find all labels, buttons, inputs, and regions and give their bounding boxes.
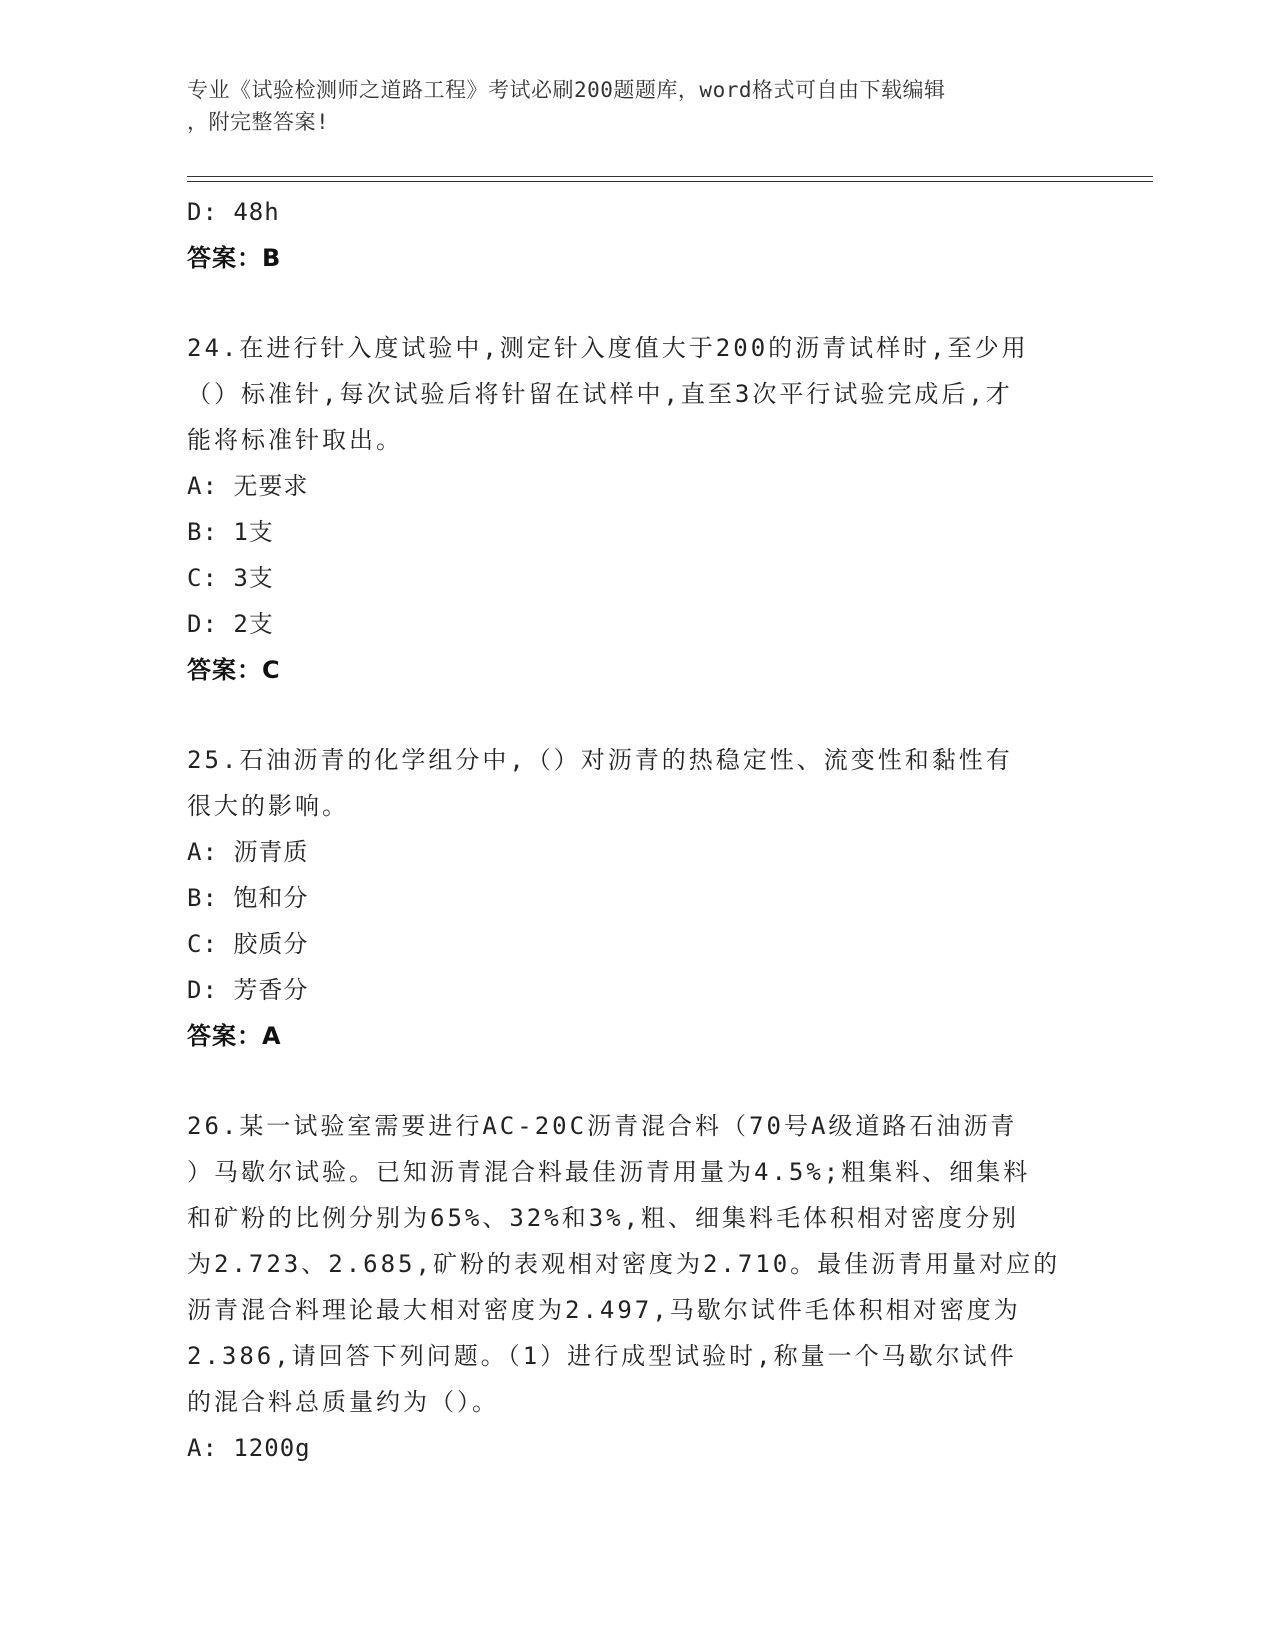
- header-rule-top: [187, 176, 1153, 177]
- question-line: 能将标准针取出。: [187, 426, 403, 454]
- question-line: 24.在进行针入度试验中,测定针入度值大于200的沥青试样时,至少用: [187, 334, 1029, 362]
- prev-answer: 答案：B: [187, 244, 282, 272]
- question-26: [187, 1103, 1087, 1471]
- question-25: [187, 737, 1087, 1059]
- question-24: [187, 325, 1087, 693]
- prev-option-d: D: 48h: [187, 198, 280, 226]
- spacer: [187, 281, 1087, 325]
- question-line: 的混合料总质量约为（）。: [187, 1388, 499, 1416]
- question-24-option-b: B: 1支: [187, 518, 274, 546]
- question-25-option-d: D: 芳香分: [187, 976, 309, 1004]
- question-25-stem: [187, 737, 1087, 829]
- question-line: 26.某一试验室需要进行AC-20C沥青混合料（70号A级道路石油沥青: [187, 1112, 1018, 1140]
- question-24-option-a: A: 无要求: [187, 472, 309, 500]
- question-24-option-d: D: 2支: [187, 610, 274, 638]
- spacer: [187, 693, 1087, 737]
- header-rule-bottom: [187, 181, 1153, 182]
- question-line: 为2.723、2.685,矿粉的表观相对密度为2.710。最佳沥青用量对应的: [187, 1250, 1061, 1278]
- question-25-option-a: A: 沥青质: [187, 838, 309, 866]
- question-25-option-b: B: 饱和分: [187, 884, 309, 912]
- question-26-option-a: A: 1200g: [187, 1434, 311, 1462]
- document-header: [187, 74, 1067, 138]
- question-26-stem: [187, 1103, 1087, 1425]
- question-line: 25.石油沥青的化学组分中,（）对沥青的热稳定性、流变性和黏性有: [187, 746, 1013, 774]
- question-line: 和矿粉的比例分别为65%、32%和3%,粗、细集料毛体积相对密度分别: [187, 1204, 1020, 1232]
- header-line-1: 专业《试验检测师之道路工程》考试必刷200题题库，word格式可自由下载编辑: [187, 78, 946, 102]
- question-line: 2.386,请回答下列问题。（1）进行成型试验时,称量一个马歇尔试件: [187, 1342, 1017, 1370]
- question-25-option-c: C: 胶质分: [187, 930, 309, 958]
- question-24-option-c: C: 3支: [187, 564, 274, 592]
- question-25-answer: 答案：A: [187, 1022, 282, 1050]
- question-line: （）标准针,每次试验后将针留在试样中,直至3次平行试验完成后,才: [187, 380, 1013, 408]
- spacer: [187, 1059, 1087, 1103]
- question-line: ）马歇尔试验。已知沥青混合料最佳沥青用量为4.5%;粗集料、细集料: [187, 1158, 1031, 1186]
- question-content: [187, 189, 1087, 1471]
- question-line: 沥青混合料理论最大相对密度为2.497,马歇尔试件毛体积相对密度为: [187, 1296, 1021, 1324]
- question-24-stem: [187, 325, 1087, 463]
- header-line-2: ，附完整答案!: [187, 110, 330, 134]
- question-24-answer: 答案：C: [187, 656, 281, 684]
- question-line: 很大的影响。: [187, 792, 349, 820]
